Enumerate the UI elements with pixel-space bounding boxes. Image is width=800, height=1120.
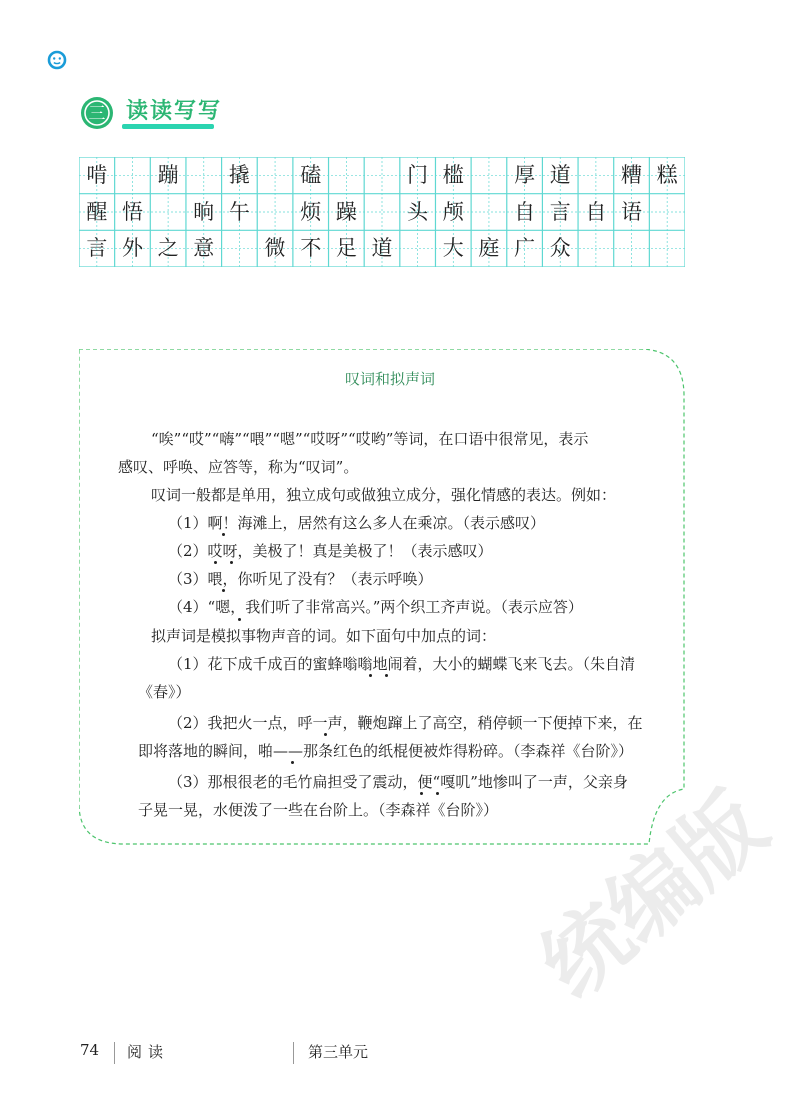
- footer-divider: [114, 1042, 115, 1064]
- vocab-cell: 磕: [300, 163, 322, 187]
- vocab-cell: 广: [514, 236, 536, 261]
- emphasis-dot: [324, 733, 327, 736]
- vocab-cell: 道: [371, 236, 393, 261]
- vocab-cell: 烦: [300, 199, 322, 224]
- vocab-cell: 自: [514, 199, 536, 224]
- emphasis-dot: [214, 561, 217, 564]
- vocab-cell: 醒: [86, 199, 108, 224]
- svg-text:三: 三: [88, 104, 106, 124]
- vocab-cell: 糟: [621, 163, 643, 187]
- footer-book-section: 阅读: [127, 1043, 170, 1061]
- knowledge-box-title: 叹词和拟声词: [344, 370, 435, 388]
- vocab-cell: 之: [157, 236, 179, 261]
- vocab-cell: 庭: [478, 236, 500, 261]
- vocab-cell: 语: [621, 199, 643, 224]
- page-number: 74: [80, 1041, 100, 1059]
- vocab-cell: 槛: [442, 163, 464, 187]
- vocab-cell: 众: [549, 236, 571, 261]
- vocab-cell: [471, 157, 507, 194]
- emphasis-dot: [420, 792, 423, 795]
- vocab-cell: [471, 194, 507, 231]
- vocab-cell: 微: [264, 236, 286, 261]
- emphasis-dot: [230, 561, 233, 564]
- sentence-1-line1: （1）花下成千成百的蜜蜂嗡嗡地闹着，大小的蝴蝶飞来飞去。（朱自清: [168, 655, 636, 673]
- vocab-cell: [649, 194, 685, 231]
- vocab-cell: 厚: [514, 163, 536, 187]
- sentence-1-line2: 《春》）: [138, 683, 191, 701]
- example-1: （1）啊！海滩上，居然有这么多人在乘凉。（表示感叹）: [168, 514, 546, 532]
- emphasis-dot: [385, 674, 388, 677]
- sentence-2-line1: （2）我把火一点，呼一声，鞭炮蹿上了高空，稍停顿一下便掉下来，在: [168, 714, 643, 732]
- vocab-cell: 悟: [121, 199, 143, 224]
- vocab-cell: [329, 157, 365, 194]
- paragraph-interjection-def-line1: “唉”“哎”“嗨”“喂”“嗯”“哎呀”“哎哟”等词，在口语中很常见，表示: [151, 430, 589, 448]
- vocab-cell: 撬: [228, 163, 250, 187]
- vocab-cell: 躁: [335, 199, 357, 224]
- example-4: （4）“嗯，我们听了非常高兴。”两个织工齐声说。（表示应答）: [168, 598, 583, 616]
- vocab-cell: 大: [442, 236, 464, 261]
- emphasis-dot: [222, 589, 225, 592]
- emphasis-dot: [238, 618, 241, 621]
- vocab-cell: [222, 230, 258, 267]
- vocab-cell: [115, 157, 151, 194]
- example-3: （3）喂，你听见了没有？（表示呼唤）: [168, 570, 433, 588]
- smiley-face-icon: [47, 50, 67, 70]
- vocab-cell: [150, 194, 186, 231]
- vocab-cell: [649, 230, 685, 267]
- vocab-cell: 足: [335, 236, 357, 261]
- vocab-cell: [614, 230, 650, 267]
- vocab-cell: 意: [193, 236, 215, 261]
- emphasis-dot: [291, 761, 294, 764]
- vocab-cell: [364, 157, 400, 194]
- vocab-cell: [186, 157, 222, 194]
- vocab-cell: 自: [585, 199, 607, 224]
- vocab-cell: 颅: [442, 199, 464, 224]
- vocab-cell: 道: [549, 163, 571, 187]
- vocab-cell: [578, 230, 614, 267]
- emphasis-dot: [369, 674, 372, 677]
- vocab-cell: 蹦: [157, 163, 179, 187]
- footer-divider: [293, 1042, 294, 1064]
- vocab-cell: 不: [300, 236, 322, 261]
- vocab-cell: 糕: [656, 163, 678, 187]
- vocab-cell: 门: [407, 163, 429, 187]
- emphasis-dot: [222, 533, 225, 536]
- vocab-cell: 言: [86, 236, 108, 261]
- vocab-cell: 晌: [193, 199, 215, 224]
- emphasis-dot: [436, 792, 439, 795]
- section-title: 读读写写: [126, 99, 223, 124]
- sentence-2-line2: 即将落地的瞬间，啪——那条红色的纸棍便被炸得粉碎。（李森祥《台阶》）: [138, 742, 634, 760]
- section-title-underline: [122, 124, 214, 129]
- paragraph-onomatopoeia-def: 拟声词是模拟事物声音的词。如下面句中加点的词：: [151, 627, 497, 645]
- example-2: （2）哎呀，美极了！真是美极了！（表示感叹）: [168, 542, 493, 560]
- paragraph-interjection-usage: 叹词一般都是单用，独立成句或做独立成分，强化情感的表达。例如：: [151, 486, 617, 504]
- paragraph-interjection-def-line2: 感叹、呼唤、应答等，称为“叹词”。: [118, 458, 359, 476]
- vocab-cell: [257, 157, 293, 194]
- sentence-3-line1: （3）那根很老的毛竹扁担受了震动，便“嘎叽”地惨叫了一声，父亲身: [168, 773, 628, 791]
- vocab-cell: [257, 194, 293, 231]
- vocab-cell: [364, 194, 400, 231]
- watermark: 统编版: [522, 774, 785, 1017]
- sentence-3-line2: 子晃一晃，水便泼了一些在台阶上。（李森祥《台阶》）: [138, 801, 499, 819]
- vocab-cell: 午: [228, 199, 250, 224]
- section-number-badge: [80, 96, 114, 130]
- vocabulary-grid: [79, 157, 685, 267]
- vocab-cell: 言: [549, 199, 571, 224]
- vocab-cell: [400, 230, 436, 267]
- vocab-cell: 啃: [86, 163, 108, 187]
- vocab-cell: [578, 157, 614, 194]
- vocab-cell: 头: [407, 199, 429, 224]
- footer-unit-label: 第三单元: [308, 1043, 369, 1061]
- vocab-cell: 外: [121, 236, 143, 261]
